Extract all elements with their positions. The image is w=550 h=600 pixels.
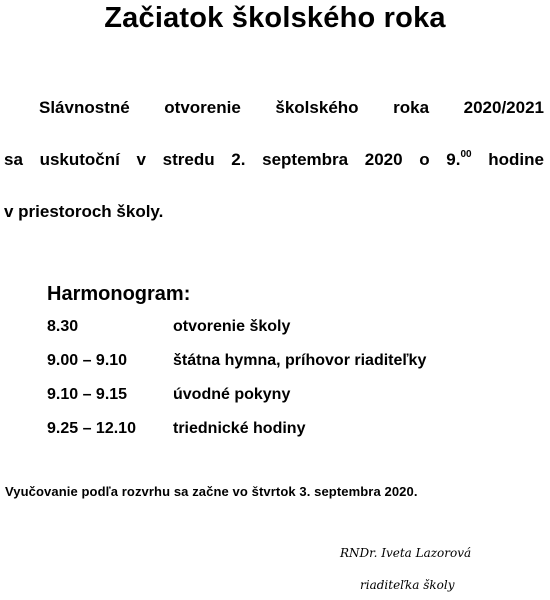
classes-start-notice: Vyučovanie podľa rozvrhu sa začne vo štvrtok 3. septembra 2020. <box>5 484 418 499</box>
intro-word: 2020 <box>364 150 403 169</box>
intro-word: hodine <box>488 150 544 169</box>
intro-time <box>446 150 471 170</box>
intro-line-3: v priestoroch školy. <box>4 202 164 221</box>
intro-time-hour: 9. <box>446 150 461 169</box>
intro-word: 2. <box>231 150 246 169</box>
schedule-desc: úvodné pokyny <box>173 386 291 403</box>
schedule-heading: Harmonogram: <box>47 283 191 305</box>
page-title: Začiatok školského roka <box>104 2 446 34</box>
intro-word: otvorenie <box>164 98 241 117</box>
intro-word: školského <box>275 98 359 117</box>
intro-word: o <box>419 150 430 169</box>
signature-name: RNDr. Iveta Lazorová <box>340 546 472 560</box>
intro-word: septembra <box>262 150 349 169</box>
intro-line-2 <box>4 150 544 170</box>
intro-time-minutes: 00 <box>460 149 472 160</box>
intro-word: sa <box>4 150 23 169</box>
schedule-time: 9.10 – 9.15 <box>47 386 128 403</box>
signature-role: riaditeľka školy <box>360 578 455 592</box>
schedule-time: 8.30 <box>47 318 79 335</box>
intro-word: Slávnostné <box>39 98 130 117</box>
intro-line-1 <box>39 98 544 118</box>
schedule-time: 9.25 – 12.10 <box>47 420 136 437</box>
intro-word: 2020/2021 <box>463 98 544 117</box>
intro-word: stredu <box>162 150 215 169</box>
intro-word: v <box>136 150 146 169</box>
schedule-desc: otvorenie školy <box>173 318 291 335</box>
schedule-time: 9.00 – 9.10 <box>47 352 128 369</box>
schedule-desc: štátna hymna, príhovor riaditeľky <box>173 352 427 369</box>
intro-word: roka <box>393 98 430 117</box>
schedule-desc: triednické hodiny <box>173 420 306 437</box>
intro-word: uskutoční <box>39 150 120 169</box>
